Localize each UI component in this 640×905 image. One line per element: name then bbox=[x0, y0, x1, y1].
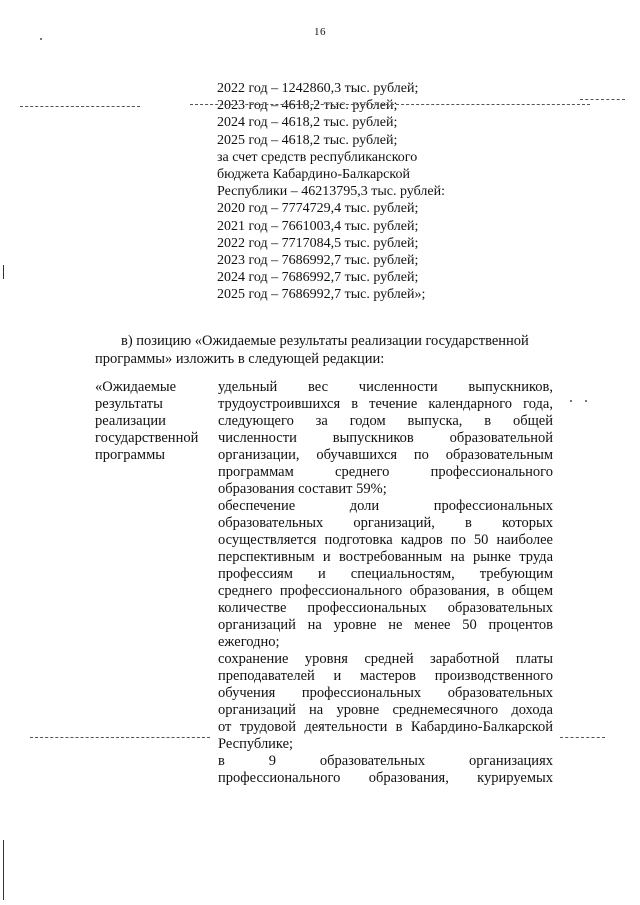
budget-line: 2021 год – 7661003,4 тыс. рублей; bbox=[217, 218, 419, 234]
right-cell-line: сохранение уровня средней заработной платы bbox=[218, 651, 553, 667]
left-cell-line: «Ожидаемые bbox=[95, 379, 177, 395]
instruction-paragraph bbox=[95, 332, 552, 368]
paragraph-line: программы» изложить в следующей редакции: bbox=[95, 351, 385, 367]
budget-line: 2020 год – 7774729,4 тыс. рублей; bbox=[217, 201, 419, 217]
right-cell-line: организаций на уровне не менее 50 процентов bbox=[218, 617, 553, 633]
right-cell-line: профессиям и специальностям, требующим bbox=[218, 566, 553, 582]
budget-line: 2023 год – 7686992,7 тыс. рублей; bbox=[217, 253, 419, 269]
budget-line: за счет средств республиканского bbox=[217, 149, 418, 165]
paragraph-line: в) позицию «Ожидаемые результаты реализации государственной bbox=[121, 333, 529, 349]
right-cell-line: обучения профессиональных образовательных bbox=[218, 685, 553, 701]
budget-line: 2025 год – 7686992,7 тыс. рублей»; bbox=[217, 287, 426, 303]
right-cell-line: организаций на уровне среднемесячного дохода bbox=[218, 702, 553, 718]
right-cell-line: количестве профессиональных образовательных bbox=[218, 600, 553, 616]
right-cell-line: следующего за годом выпуска, в общей bbox=[218, 413, 553, 429]
budget-line: 2023 год – 4618,2 тыс. рублей; bbox=[217, 98, 398, 114]
right-cell-line: программам среднего профессионального bbox=[218, 464, 553, 480]
budget-line: 2022 год – 1242860,3 тыс. рублей; bbox=[217, 81, 419, 96]
budget-line: 2024 год – 7686992,7 тыс. рублей; bbox=[217, 270, 419, 286]
right-cell-line: образования составит 59%; bbox=[218, 481, 387, 497]
right-cell-line: удельный вес численности выпускников, bbox=[218, 379, 553, 395]
scan-artifact-dot bbox=[570, 400, 572, 402]
budget-line: бюджета Кабардино-Балкарской bbox=[217, 167, 410, 183]
scan-edge-mark bbox=[3, 265, 4, 279]
left-cell-line: результаты bbox=[95, 396, 163, 412]
right-cell-line: организации, обучавшихся по образовательным bbox=[218, 447, 553, 463]
scan-artifact-line bbox=[20, 106, 140, 107]
scan-artifact-line bbox=[560, 737, 605, 738]
budget-line: 2025 год – 4618,2 тыс. рублей; bbox=[217, 132, 398, 148]
left-cell-line: реализации bbox=[95, 413, 166, 429]
right-cell-line: осуществляется подготовка кадров по 50 наиболее bbox=[218, 532, 553, 548]
page-number: 16 bbox=[314, 26, 326, 38]
right-cell-line: численности выпускников образовательной bbox=[218, 430, 553, 446]
scan-artifact-line bbox=[190, 104, 590, 105]
scan-artifact-dot bbox=[40, 38, 42, 40]
right-cell-line: от трудовой деятельности в Кабардино-Балкарской bbox=[218, 719, 553, 735]
table-right-cell bbox=[218, 379, 553, 787]
right-cell-line: ежегодно; bbox=[218, 634, 280, 650]
left-cell-line: программы bbox=[95, 447, 165, 463]
right-cell-line: преподавателей и мастеров производственного bbox=[218, 668, 553, 684]
table-left-cell bbox=[95, 379, 213, 464]
scan-artifact-line bbox=[580, 99, 625, 100]
budget-breakdown bbox=[217, 80, 577, 304]
scan-artifact-dot bbox=[585, 400, 587, 402]
right-cell-line: Республике; bbox=[218, 736, 294, 752]
scan-artifact-line bbox=[30, 737, 210, 738]
right-cell-line: среднего профессионального образования, в общем bbox=[218, 583, 553, 599]
budget-line: Республики – 46213795,3 тыс. рублей: bbox=[217, 184, 445, 200]
right-cell-line: профессионального образования, курируемых bbox=[218, 770, 553, 786]
left-cell-line: государственной bbox=[95, 430, 199, 446]
right-cell-line: перспективным и востребованным на рынке труда bbox=[218, 549, 553, 565]
budget-line: 2024 год – 4618,2 тыс. рублей; bbox=[217, 115, 398, 131]
right-cell-line: в 9 образовательных организациях bbox=[218, 753, 553, 769]
scan-edge-mark bbox=[3, 840, 4, 900]
budget-line: 2022 год – 7717084,5 тыс. рублей; bbox=[217, 235, 419, 251]
right-cell-line: трудоустроившихся в течение календарного года, bbox=[218, 396, 553, 412]
right-cell-line: образовательных организаций, в которых bbox=[218, 515, 553, 531]
right-cell-line: обеспечение доли профессиональных bbox=[218, 498, 553, 514]
